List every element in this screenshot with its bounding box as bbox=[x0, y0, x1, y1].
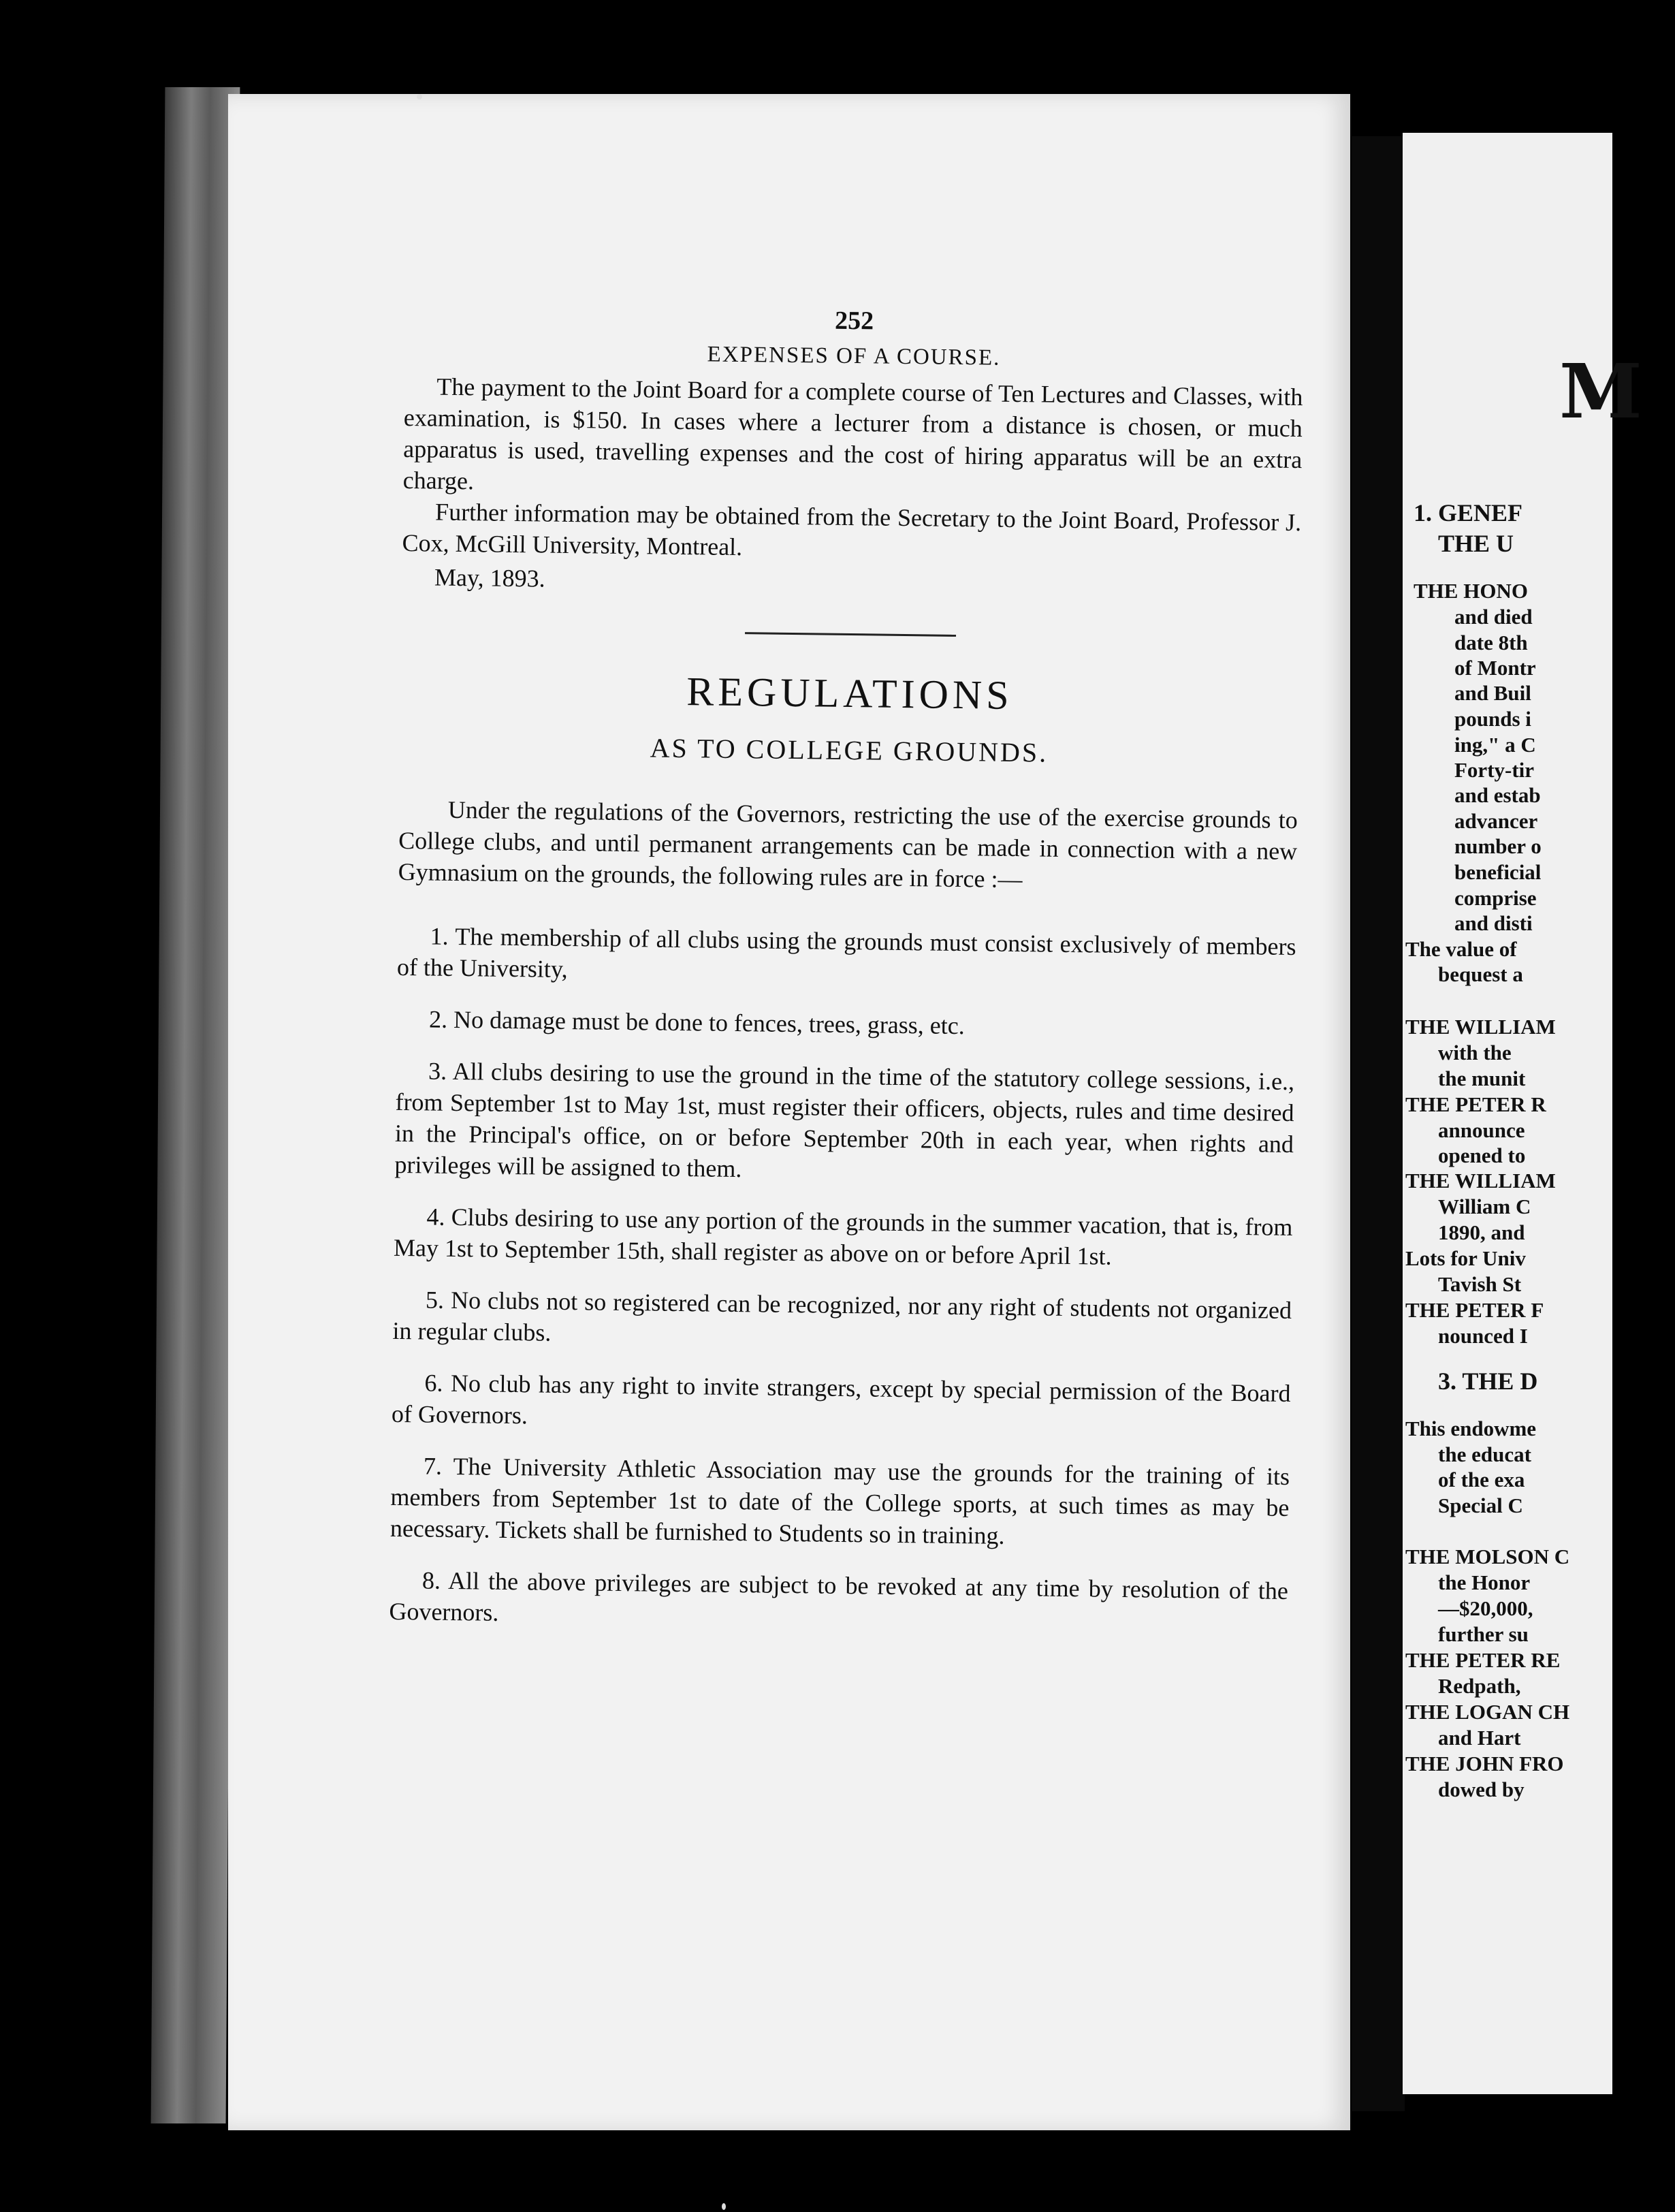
right-page-line: ing," a C bbox=[1454, 733, 1536, 757]
right-page-line: the Honor bbox=[1438, 1570, 1531, 1594]
left-page-content bbox=[389, 300, 1304, 1658]
right-page-line: THE WILLIAM bbox=[1405, 1169, 1556, 1192]
scan-speck bbox=[722, 2203, 726, 2210]
rule-item: 6. No club has any right to invite strangers, except by special permission of the Board of Governors. bbox=[391, 1369, 1291, 1429]
right-page-line: William C bbox=[1438, 1195, 1531, 1218]
page-number: 252 bbox=[834, 306, 874, 336]
right-page-line: Lots for Univ bbox=[1405, 1246, 1526, 1270]
right-page-line: and estab bbox=[1454, 783, 1541, 807]
expenses-paragraph: The payment to the Joint Board for a complete course of Ten Lectures and Classes, with examination, is $150. In cases where a lecturer from a distance is chosen, or much apparatus is used, travelling expenses and the cost of hiring apparatus will be an extra charge. bbox=[402, 373, 1303, 495]
rule-item: 3. All clubs desiring to use the ground in the time of the statutory college sessions, i.e., from September 1st to May 1st, must register their officers, objects, rules and time desired in the Principal's office, on or before September 20th in each year, when rights and privileges will be assigned to them. bbox=[394, 1057, 1295, 1183]
rule-item: 1. The membership of all clubs using the grounds must consist exclusively of members of the University, bbox=[396, 922, 1296, 983]
right-page-line: THE HONO bbox=[1414, 579, 1528, 603]
regulations-intro: Under the regulations of the Governors, restricting the use of the exercise grounds to College clubs, and until permanent arrangements can be made in connection with a new Gymnasium on the grounds, the following rules are in force :— bbox=[398, 795, 1298, 894]
right-page-line: THE JOHN FRO bbox=[1405, 1752, 1564, 1775]
right-page-line: THE U bbox=[1438, 530, 1514, 557]
right-page-line: THE MOLSON C bbox=[1405, 1545, 1570, 1568]
rule-item: 8. All the above privileges are subject to be revoked at any time by resolution of the Governors. bbox=[389, 1566, 1289, 1626]
rule-item: 5. No clubs not so registered can be recognized, nor any right of students not organized in regular clubs. bbox=[392, 1286, 1292, 1346]
rule-item: 7. The University Athletic Association may use the grounds for the training of its members from September 1st to date of the College sports, at such times as may be necessary. Tickets shall be furnished to Students so in training. bbox=[389, 1452, 1290, 1549]
right-page-line: number o bbox=[1454, 834, 1542, 858]
right-page-line: opened to bbox=[1438, 1143, 1526, 1167]
right-page-line: dowed by bbox=[1438, 1778, 1525, 1801]
right-page-line: This endowme bbox=[1405, 1417, 1537, 1440]
right-page-line: THE LOGAN CH bbox=[1405, 1700, 1570, 1724]
right-page-line: of Montr bbox=[1454, 656, 1536, 680]
right-page-line: comprise bbox=[1454, 886, 1537, 910]
right-page-line: with the bbox=[1438, 1041, 1512, 1064]
right-page-line: 1890, and bbox=[1438, 1220, 1525, 1244]
right-page-line: and died bbox=[1454, 605, 1533, 629]
right-page-line: announce bbox=[1438, 1118, 1525, 1142]
scan-speck bbox=[417, 94, 422, 99]
right-page-line: and Buil bbox=[1454, 681, 1531, 705]
section-divider bbox=[745, 632, 956, 637]
regulations-subtitle: AS TO COLLEGE GROUNDS. bbox=[650, 732, 1049, 768]
right-page-line: —$20,000, bbox=[1438, 1596, 1533, 1620]
right-page-line: the educat bbox=[1438, 1442, 1531, 1466]
right-page-line: and Hart bbox=[1438, 1726, 1521, 1750]
right-page-line: further su bbox=[1438, 1622, 1529, 1646]
further-information-paragraph: Further information may be obtained from the Secretary to the Joint Board, Professor J. Cox, McGill University, Montreal. bbox=[402, 498, 1302, 561]
right-page-line: of the exa bbox=[1438, 1468, 1525, 1491]
right-page-line: Redpath, bbox=[1438, 1674, 1521, 1698]
right-page-line: the munit bbox=[1438, 1066, 1526, 1090]
right-page-line: beneficial bbox=[1454, 860, 1542, 884]
right-page-line: Tavish St bbox=[1438, 1272, 1522, 1296]
right-page-line: 1. GENEF bbox=[1414, 499, 1523, 526]
page-gutter bbox=[1352, 136, 1405, 2111]
book-spine bbox=[151, 87, 240, 2123]
right-page-line: bequest a bbox=[1438, 962, 1523, 986]
right-page-line: THE PETER R bbox=[1405, 1092, 1546, 1116]
regulations-title: REGULATIONS bbox=[686, 669, 1014, 718]
expenses-heading: EXPENSES OF A COURSE. bbox=[707, 342, 1001, 370]
right-page-line: date 8th bbox=[1454, 631, 1528, 654]
rule-item: 2. No damage must be done to fences, trees, grass, etc. bbox=[428, 1005, 966, 1040]
right-page-line: The value of bbox=[1405, 937, 1517, 961]
rule-item: 4. Clubs desiring to use any portion of the grounds in the summer vacation, that is, from May 1st to September 15th, shall register as above on or before April 1st. bbox=[393, 1203, 1293, 1270]
right-page-line: THE WILLIAM bbox=[1405, 1015, 1556, 1039]
right-page-line: advancer bbox=[1454, 809, 1538, 833]
right-page-line: Special C bbox=[1438, 1494, 1523, 1517]
right-page-line: THE PETER F bbox=[1405, 1298, 1544, 1322]
right-page-line: pounds i bbox=[1454, 707, 1531, 731]
right-page-line: Forty-tir bbox=[1454, 758, 1535, 782]
ornamental-initial: M bbox=[1559, 347, 1642, 435]
right-page-line: THE PETER RE bbox=[1405, 1648, 1561, 1672]
right-page-line: 3. THE D bbox=[1438, 1368, 1538, 1395]
right-page-line: and disti bbox=[1454, 911, 1533, 935]
date-line: May, 1893. bbox=[434, 563, 545, 592]
right-page-line: nounced I bbox=[1438, 1324, 1528, 1348]
